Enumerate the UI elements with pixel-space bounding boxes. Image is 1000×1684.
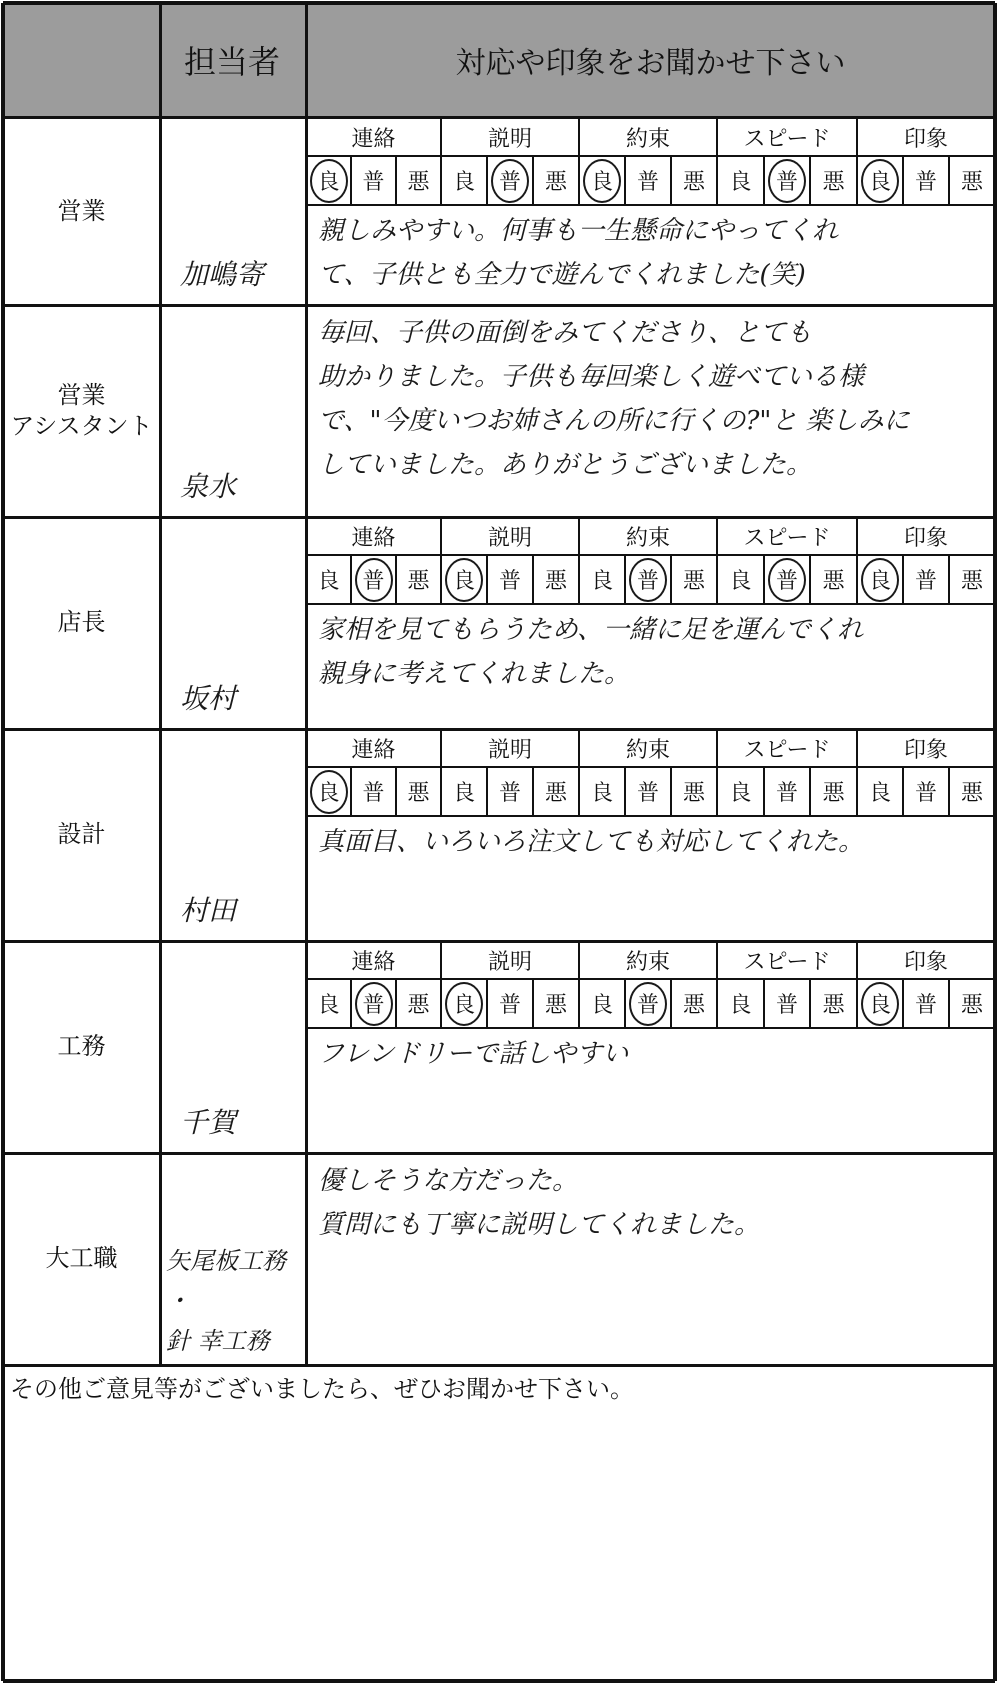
category-label: スピード bbox=[743, 949, 831, 975]
category-label: スピード bbox=[743, 737, 831, 763]
rating-cell[interactable]: 悪 bbox=[407, 170, 430, 195]
comment-line: フレンドリーで話しやすい bbox=[318, 1039, 629, 1069]
rating-cell[interactable]: 普 bbox=[362, 781, 385, 806]
comment-line: していました。ありがとうございました。 bbox=[318, 450, 813, 480]
rating-cell[interactable]: 良 bbox=[590, 569, 613, 594]
person-name: 矢尾板工務 bbox=[166, 1247, 286, 1275]
selection-mark bbox=[768, 558, 806, 602]
comment-line: て、子供とも全力で遊んでくれました(笑) bbox=[318, 260, 806, 290]
rating-cell[interactable]: 悪 bbox=[822, 993, 845, 1018]
rating-cell[interactable]: 良 bbox=[452, 170, 475, 195]
selection-mark bbox=[629, 558, 667, 602]
selection-mark bbox=[355, 982, 393, 1026]
rating-cell[interactable]: 普 bbox=[362, 170, 385, 195]
selection-mark bbox=[583, 159, 621, 203]
person-name: 針 幸工務 bbox=[166, 1327, 270, 1355]
category-label: 約束 bbox=[625, 949, 670, 975]
rating-cell[interactable]: 良 bbox=[590, 993, 613, 1018]
rating-cell[interactable]: 普 bbox=[775, 781, 798, 806]
selection-mark bbox=[445, 982, 483, 1026]
rating-cell[interactable]: 普 bbox=[636, 993, 659, 1018]
category-label: スピード bbox=[743, 525, 831, 551]
comment-line: 毎回、子供の面倒をみてくださり、とても bbox=[318, 318, 813, 348]
selection-mark bbox=[310, 770, 348, 814]
rating-cell[interactable]: 悪 bbox=[822, 781, 845, 806]
selection-mark bbox=[491, 159, 529, 203]
selection-mark bbox=[861, 982, 899, 1026]
rating-cell[interactable]: 良 bbox=[317, 993, 340, 1018]
rating-cell[interactable]: 良 bbox=[452, 569, 475, 594]
rating-cell[interactable]: 普 bbox=[636, 170, 659, 195]
rating-cell[interactable]: 普 bbox=[498, 170, 521, 195]
category-label: 説明 bbox=[487, 737, 532, 763]
rating-cell[interactable]: 悪 bbox=[682, 170, 705, 195]
comment-line: 家相を見てもらうため、一緒に足を運んでくれ bbox=[318, 615, 863, 645]
rating-cell[interactable]: 良 bbox=[868, 569, 891, 594]
selection-mark bbox=[768, 159, 806, 203]
category-label: 連絡 bbox=[351, 525, 396, 551]
rating-cell[interactable]: 良 bbox=[729, 170, 752, 195]
rating-cell[interactable]: 悪 bbox=[544, 993, 567, 1018]
comment-line: 真面目、いろいろ注文しても対応してくれた。 bbox=[318, 827, 865, 857]
comment-line: 親身に考えてくれました。 bbox=[318, 659, 631, 689]
rating-cell[interactable]: 悪 bbox=[822, 569, 845, 594]
rating-cell[interactable]: 良 bbox=[729, 781, 752, 806]
category-label: 約束 bbox=[625, 737, 670, 763]
rating-cell[interactable]: 悪 bbox=[544, 170, 567, 195]
comment-line: で、"今度いつお姉さんの所に行くの?"と 楽しみに bbox=[318, 406, 910, 436]
rating-cell[interactable]: 良 bbox=[317, 569, 340, 594]
category-label: 印象 bbox=[903, 949, 948, 975]
category-label: 連絡 bbox=[351, 737, 396, 763]
rating-cell[interactable]: 悪 bbox=[682, 781, 705, 806]
rating-cell[interactable]: 普 bbox=[636, 569, 659, 594]
rating-cell[interactable]: 普 bbox=[914, 569, 937, 594]
rating-cell[interactable]: 悪 bbox=[407, 781, 430, 806]
rating-cell[interactable]: 普 bbox=[775, 993, 798, 1018]
rating-cell[interactable]: 悪 bbox=[407, 993, 430, 1018]
rating-cell[interactable]: 良 bbox=[590, 781, 613, 806]
rating-cell[interactable]: 良 bbox=[868, 993, 891, 1018]
rating-cell[interactable]: 普 bbox=[362, 993, 385, 1018]
category-label: 説明 bbox=[487, 126, 532, 152]
header-person: 担当者 bbox=[183, 43, 280, 81]
rating-cell[interactable]: 良 bbox=[452, 781, 475, 806]
rating-cell[interactable]: 良 bbox=[729, 993, 752, 1018]
category-label: スピード bbox=[743, 126, 831, 152]
role-label: 工務 bbox=[57, 1032, 106, 1061]
rating-cell[interactable]: 良 bbox=[868, 781, 891, 806]
rating-cell[interactable]: 普 bbox=[914, 781, 937, 806]
category-label: 説明 bbox=[487, 525, 532, 551]
comment-line: 質問にも丁寧に説明してくれました。 bbox=[318, 1210, 761, 1240]
comment-line: 助かりました。子供も毎回楽しく遊べている様 bbox=[318, 362, 865, 392]
role-label: 店長 bbox=[57, 608, 106, 637]
rating-cell[interactable]: 悪 bbox=[682, 993, 705, 1018]
rating-cell[interactable]: 良 bbox=[868, 170, 891, 195]
selection-mark bbox=[445, 558, 483, 602]
rating-cell[interactable]: 普 bbox=[775, 569, 798, 594]
role-label: 設計 bbox=[57, 820, 106, 849]
person-name: 坂村 bbox=[180, 682, 237, 715]
rating-cell[interactable]: 良 bbox=[729, 569, 752, 594]
category-label: 印象 bbox=[903, 737, 948, 763]
rating-cell[interactable]: 悪 bbox=[960, 569, 983, 594]
rating-cell[interactable]: 良 bbox=[590, 170, 613, 195]
role-label: 営業 bbox=[57, 196, 106, 225]
category-label: 約束 bbox=[625, 126, 670, 152]
rating-cell[interactable]: 普 bbox=[636, 781, 659, 806]
footer-comment-area[interactable] bbox=[3, 1410, 995, 1680]
rating-cell[interactable]: 悪 bbox=[960, 170, 983, 195]
rating-cell[interactable]: 良 bbox=[452, 993, 475, 1018]
selection-mark bbox=[629, 982, 667, 1026]
comment-line: 優しそうな方だった。 bbox=[318, 1166, 579, 1196]
rule-line bbox=[3, 1, 995, 5]
rating-cell[interactable]: 普 bbox=[914, 993, 937, 1018]
header-feedback: 対応や印象をお聞かせ下さい bbox=[455, 46, 846, 81]
person-name: 千賀 bbox=[180, 1106, 237, 1139]
category-label: 連絡 bbox=[351, 126, 396, 152]
person-name: 泉水 bbox=[180, 470, 237, 503]
rating-cell[interactable]: 普 bbox=[362, 569, 385, 594]
category-label: 約束 bbox=[625, 525, 670, 551]
comment-line: 親しみやすい。何事も一生懸命にやってくれ bbox=[318, 216, 839, 246]
rating-cell[interactable]: 普 bbox=[914, 170, 937, 195]
rating-cell[interactable]: 普 bbox=[775, 170, 798, 195]
rule-line bbox=[305, 3, 308, 1365]
rating-cell[interactable]: 普 bbox=[498, 569, 521, 594]
rating-cell[interactable]: 悪 bbox=[960, 993, 983, 1018]
role-label: 大工職 bbox=[45, 1244, 118, 1273]
person-name: ・ bbox=[166, 1287, 190, 1315]
role-label: 営業 アシスタント bbox=[10, 380, 153, 440]
category-label: 連絡 bbox=[351, 949, 396, 975]
rating-cell[interactable]: 普 bbox=[498, 993, 521, 1018]
selection-mark bbox=[861, 159, 899, 203]
selection-mark bbox=[861, 558, 899, 602]
rating-cell[interactable]: 悪 bbox=[960, 781, 983, 806]
rating-cell[interactable]: 悪 bbox=[544, 569, 567, 594]
category-label: 説明 bbox=[487, 949, 532, 975]
category-label: 印象 bbox=[903, 126, 948, 152]
person-name: 加嶋寄 bbox=[180, 258, 265, 291]
person-name: 村田 bbox=[180, 894, 237, 927]
rating-cell[interactable]: 悪 bbox=[822, 170, 845, 195]
rating-cell[interactable]: 良 bbox=[317, 170, 340, 195]
rating-cell[interactable]: 悪 bbox=[544, 781, 567, 806]
rating-cell[interactable]: 良 bbox=[317, 781, 340, 806]
footer-prompt: その他ご意見等がございましたら、ぜひお聞かせ下さい。 bbox=[10, 1374, 634, 1403]
selection-mark bbox=[310, 159, 348, 203]
category-label: 印象 bbox=[903, 525, 948, 551]
rating-cell[interactable]: 悪 bbox=[682, 569, 705, 594]
rating-cell[interactable]: 悪 bbox=[407, 569, 430, 594]
rating-cell[interactable]: 普 bbox=[498, 781, 521, 806]
selection-mark bbox=[355, 558, 393, 602]
